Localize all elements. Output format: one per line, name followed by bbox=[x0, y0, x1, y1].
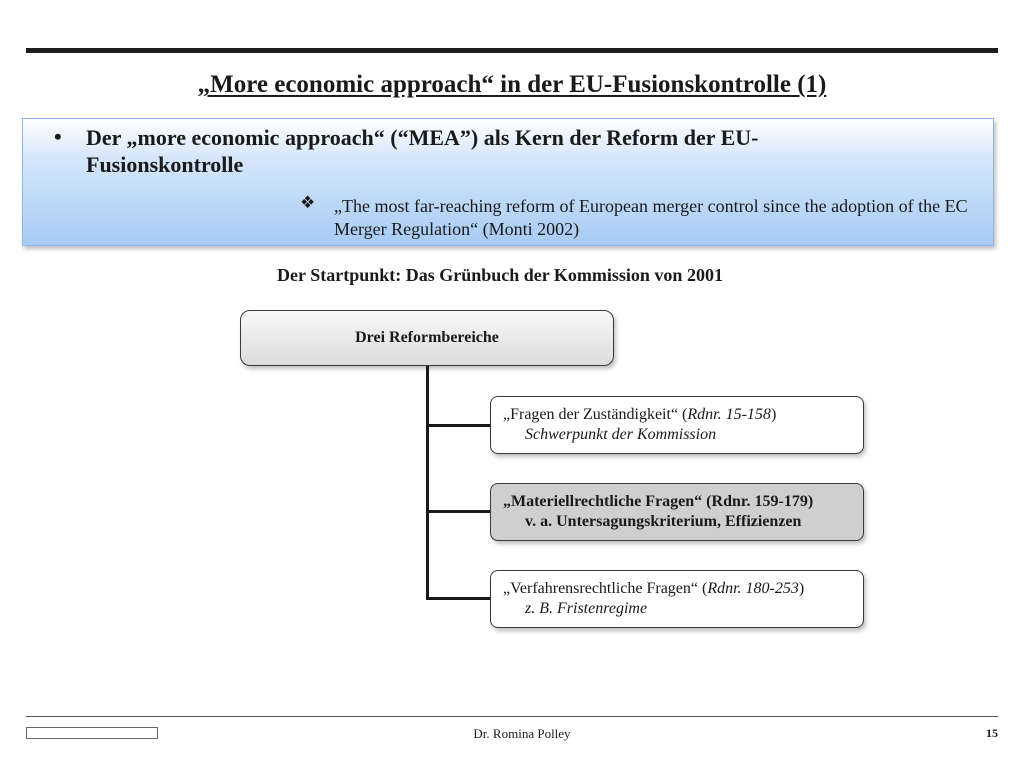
box-3-line-2: z. B. Fristenregime bbox=[525, 600, 648, 617]
diagram-box-materiellrechtlich bbox=[490, 483, 864, 541]
diagram-root-box bbox=[240, 310, 614, 366]
connector-branch-2 bbox=[426, 510, 490, 513]
diagram-box-verfahrensrechtlich bbox=[490, 570, 864, 628]
top-rule bbox=[26, 48, 998, 53]
box-2-line-1: „Materiellrechtliche Fragen“ (Rdnr. 159-179) bbox=[503, 493, 814, 510]
bullet-main-text: Der „more economic approach“ (“MEA”) als Kern der Reform der EU-Fusionskontrolle bbox=[86, 125, 759, 177]
diagram-root-label: Drei Reformbereiche bbox=[355, 329, 499, 346]
footer-author: Dr. Romina Polley bbox=[473, 726, 571, 741]
footer-rule bbox=[26, 716, 998, 717]
box-1-line-1: „Fragen der Zuständigkeit“ (Rdnr. 15-158) bbox=[503, 406, 777, 423]
box-2-line-2: v. a. Untersagungskriterium, Effizienzen bbox=[525, 513, 802, 530]
bullet-sub-text: „The most far-reaching reform of European merger control since the adoption of the EC Merger Regulation“ (Monti 2002) bbox=[334, 196, 968, 239]
page-number: 15 bbox=[986, 726, 998, 740]
slide-title: „More economic approach“ in der EU-Fusionskontrolle (1) bbox=[197, 71, 827, 98]
connector-vertical bbox=[426, 366, 429, 598]
connector-branch-3 bbox=[426, 597, 490, 600]
diamond-bullet-icon: ❖ bbox=[300, 193, 316, 212]
box-1-line-2: Schwerpunkt der Kommission bbox=[525, 426, 717, 443]
bullet-marker: • bbox=[54, 124, 62, 149]
diagram-heading: Der Startpunkt: Das Grünbuch der Kommission von 2001 bbox=[277, 265, 723, 285]
box-3-line-1: „Verfahrensrechtliche Fragen“ (Rdnr. 180-253) bbox=[503, 580, 805, 597]
diagram-box-zustaendigkeit bbox=[490, 396, 864, 454]
connector-branch-1 bbox=[426, 424, 490, 427]
